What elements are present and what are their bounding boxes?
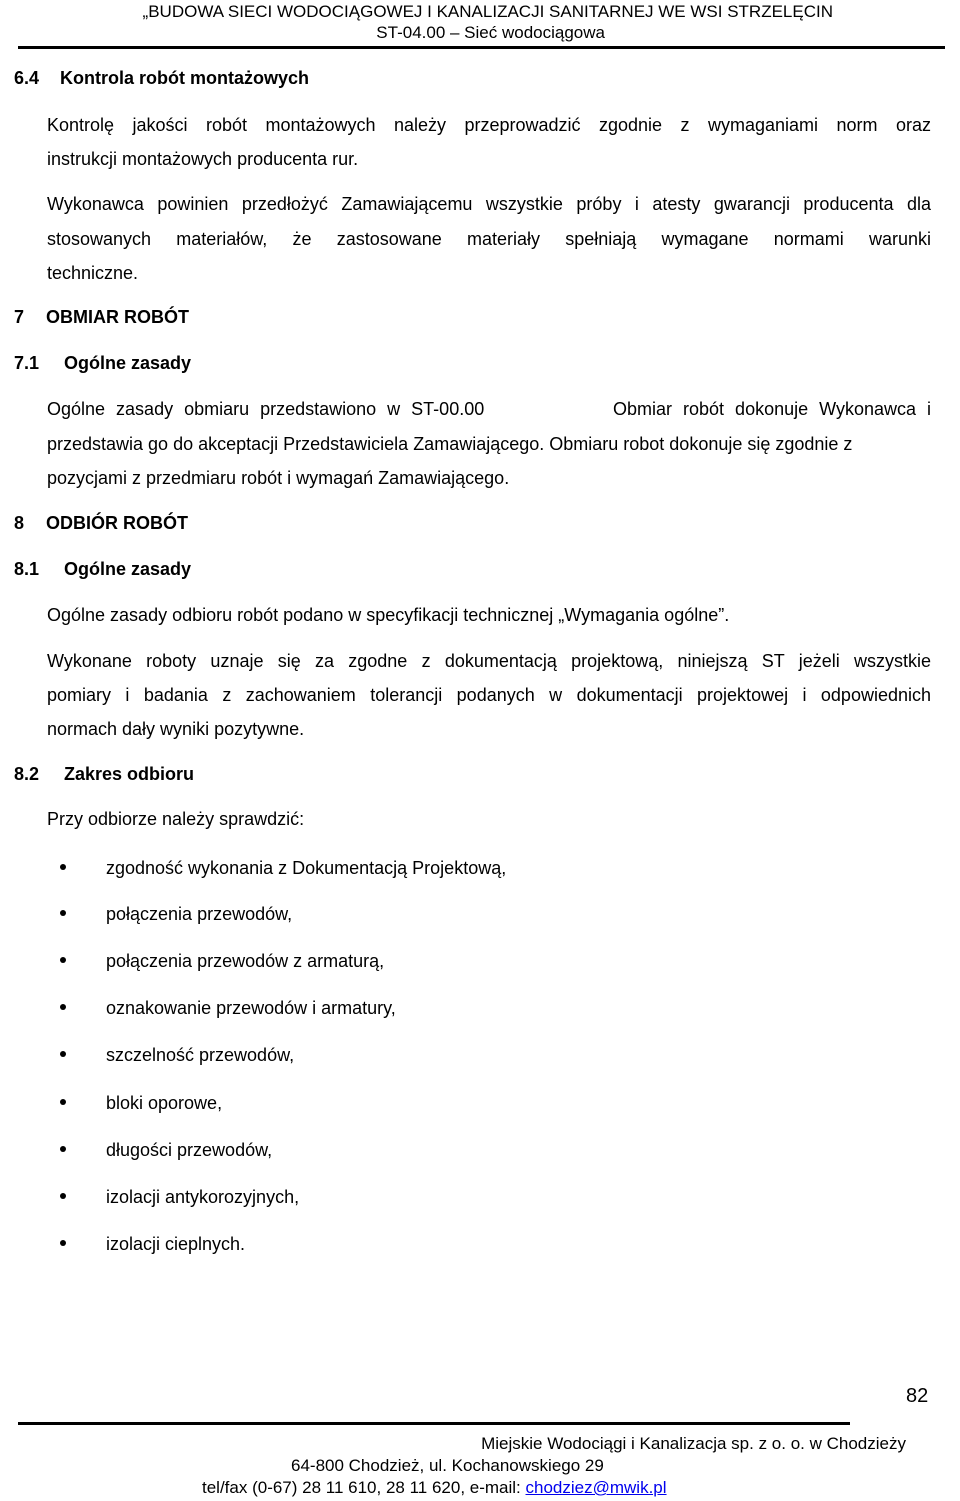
footer-company: Miejskie Wodociągi i Kanalizacja sp. z o. o. w Chodzieży — [481, 1434, 906, 1453]
paragraph-line: pozycjami z przedmiaru robót i wymagań Zamawiającego. — [47, 468, 510, 488]
section-title: Kontrola robót montażowych — [60, 68, 309, 88]
section-heading-7-1 — [14, 352, 191, 374]
bullet-icon — [60, 1051, 66, 1057]
header-divider — [18, 46, 945, 49]
bullet-icon — [60, 1099, 66, 1105]
section-title: Zakres odbioru — [64, 764, 195, 784]
section-heading-6-4 — [14, 67, 309, 89]
bullet-icon — [60, 1146, 66, 1152]
section-title: Ogólne zasady — [64, 559, 192, 579]
section-number: 7.1 — [14, 353, 40, 373]
list-item — [60, 1186, 299, 1208]
chapter-title: OBMIAR ROBÓT — [46, 307, 189, 327]
list-item — [60, 857, 506, 879]
footer-phone: tel/fax (0-67) 28 11 610, 28 11 620, e-mail: — [202, 1478, 526, 1497]
header-title: „BUDOWA SIECI WODOCIĄGOWEJ I KANALIZACJI SANITARNEJ WE WSI STRZELĘCIN — [142, 2, 833, 21]
list-item-text: bloki oporowe, — [106, 1093, 223, 1113]
paragraph-line: techniczne. — [47, 263, 139, 283]
list-item-text: szczelność przewodów, — [106, 1045, 295, 1065]
email-link[interactable]: chodziez@mwik.pl — [525, 1478, 667, 1497]
bullet-icon — [60, 1004, 66, 1010]
list-item — [60, 997, 396, 1019]
section-number: 8.2 — [14, 764, 40, 784]
list-item — [60, 1233, 245, 1255]
bullet-icon — [60, 957, 66, 963]
section-number: 6.4 — [14, 68, 40, 88]
paragraph-line: normach dały wyniki pozytywne. — [47, 719, 305, 739]
footer-contact — [202, 1477, 667, 1499]
paragraph-line: przedstawia go do akceptacji Przedstawiciela Zamawiającego. Obmiaru robot dokonuje się zgodnie z — [47, 434, 853, 454]
chapter-heading-7 — [14, 306, 189, 328]
chapter-heading-8 — [14, 512, 188, 534]
list-item-text: izolacji antykorozyjnych, — [106, 1187, 300, 1207]
chapter-title: ODBIÓR ROBÓT — [46, 513, 188, 533]
paragraph-line: Przy odbiorze należy sprawdzić: — [47, 809, 305, 829]
paragraph-text: Obmiar robót dokonuje Wykonawca i — [613, 399, 931, 419]
list-item-text: zgodność wykonania z Dokumentacją Projektową, — [106, 858, 507, 878]
list-item-text: połączenia przewodów z armaturą, — [106, 951, 385, 971]
paragraph-line: instrukcji montażowych producenta rur. — [47, 149, 359, 169]
chapter-number: 8 — [14, 513, 25, 533]
bullet-icon — [60, 1240, 66, 1246]
header-subtitle: ST-04.00 – Sieć wodociągowa — [376, 23, 605, 42]
page-number: 82 — [906, 1385, 929, 1407]
paragraph-text: Ogólne zasady obmiaru przedstawiono w ST-00.00 — [47, 399, 485, 419]
paragraph-line: Wykonawca powinien przedłożyć Zamawiającemu wszystkie próby i atesty gwarancji producenta dla — [47, 194, 931, 214]
section-number: 8.1 — [14, 559, 40, 579]
list-item-text: długości przewodów, — [106, 1140, 273, 1160]
list-item — [60, 950, 384, 972]
bullet-icon — [60, 864, 66, 870]
paragraph-line: Ogólne zasady odbioru robót podano w specyfikacji technicznej „Wymagania ogólne”. — [47, 605, 730, 625]
paragraph-line: Wykonane roboty uznaje się za zgodne z dokumentacją projektową, niniejszą ST jeżeli wszystkie — [47, 651, 931, 671]
list-item — [60, 1044, 294, 1066]
footer-address: 64-800 Chodzież, ul. Kochanowskiego 29 — [291, 1456, 604, 1475]
section-title: Ogólne zasady — [64, 353, 192, 373]
section-heading-8-1 — [14, 558, 191, 580]
list-item — [60, 1092, 222, 1114]
list-item-text: izolacji cieplnych. — [106, 1234, 246, 1254]
chapter-number: 7 — [14, 307, 25, 327]
paragraph-line — [47, 392, 931, 426]
section-heading-8-2 — [14, 763, 194, 785]
paragraph-line: pomiary i badania z zachowaniem tolerancji podanych w dokumentacji projektowej i odpowiednich — [47, 685, 931, 705]
list-item — [60, 1139, 272, 1161]
list-item — [60, 903, 292, 925]
footer-divider — [18, 1422, 850, 1425]
list-item-text: oznakowanie przewodów i armatury, — [106, 998, 396, 1018]
paragraph-line: stosowanych materiałów, że zastosowane materiały spełniają wymagane normami warunki — [47, 229, 931, 249]
bullet-icon — [60, 1193, 66, 1199]
list-item-text: połączenia przewodów, — [106, 904, 293, 924]
bullet-icon — [60, 910, 66, 916]
paragraph-line: Kontrolę jakości robót montażowych należy przeprowadzić zgodnie z wymaganiami norm oraz — [47, 115, 931, 135]
